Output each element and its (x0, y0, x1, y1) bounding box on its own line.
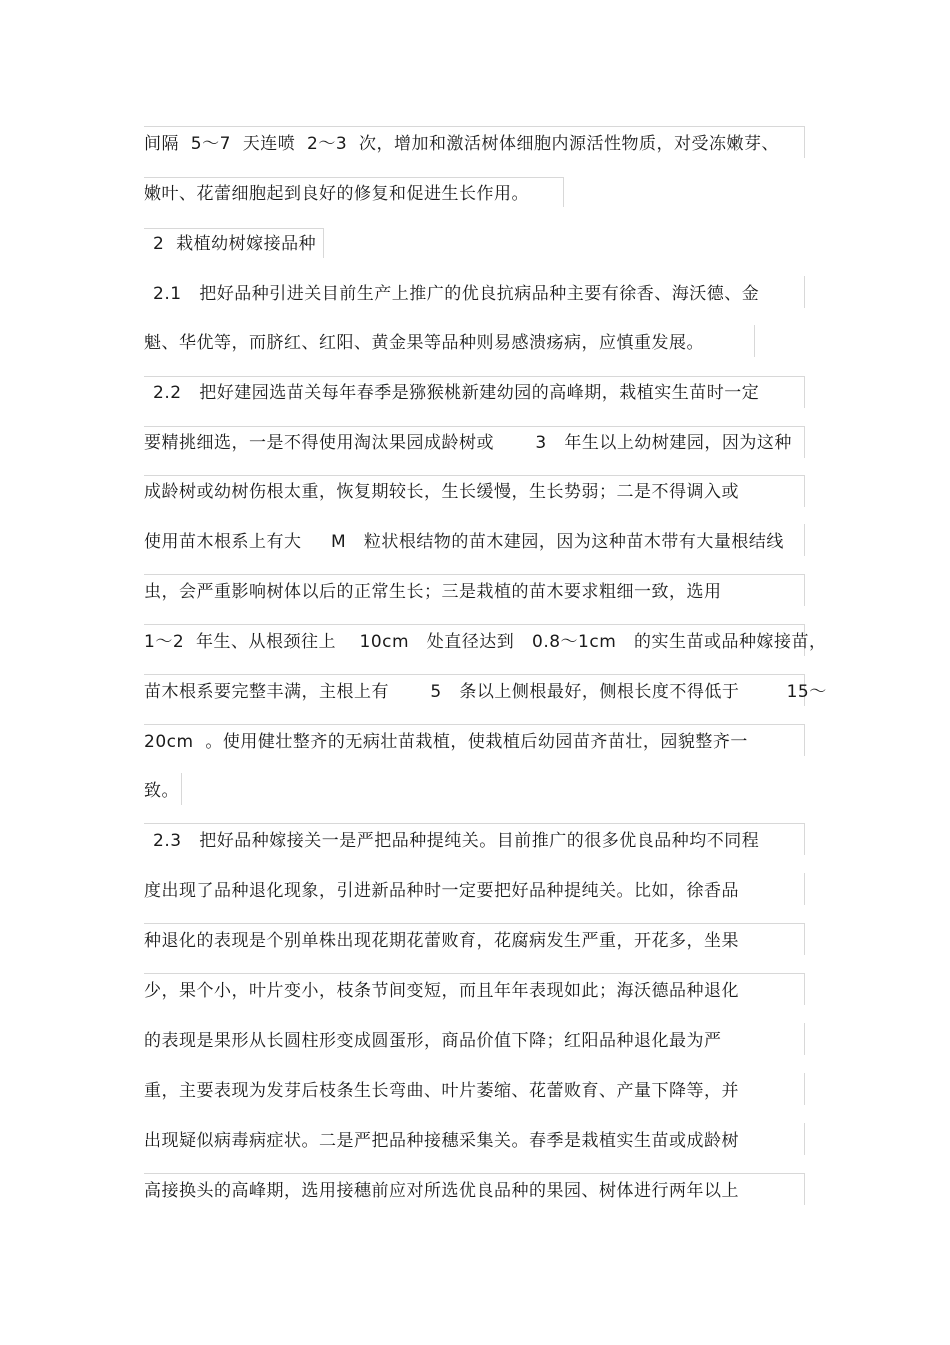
table-rule (144, 624, 805, 625)
table-rule (144, 475, 805, 476)
table-rule (804, 276, 805, 308)
table-rule (804, 574, 805, 606)
table-rule (563, 177, 564, 207)
table-rule (804, 873, 805, 905)
section-heading: 2 栽植幼树嫁接品种 (153, 234, 317, 254)
text-line: 度出现了品种退化现象，引进新品种时一定要把好品种提纯关。比如，徐香品 (144, 881, 739, 901)
text-line: 的表现是果形从长圆柱形变成圆蛋形，商品价值下降；红阳品种退化最为严 (144, 1031, 722, 1051)
text-line: 2.1 把好品种引进关目前生产上推广的优良抗病品种主要有徐香、海沃德、金 (153, 284, 760, 304)
text-line: 种退化的表现是个别单株出现花期花蕾败育，花腐病发生严重，开花多，坐果 (144, 931, 739, 951)
table-rule (804, 923, 805, 955)
table-rule (804, 823, 805, 855)
table-rule (804, 1123, 805, 1155)
table-rule (804, 426, 805, 458)
table-rule (144, 923, 805, 924)
text-line: 2.2 把好建园选苗关每年春季是猕猴桃新建幼园的高峰期，栽植实生苗时一定 (153, 383, 760, 403)
text-line: 少，果个小，叶片变小，枝条节间变短，而且年年表现如此；海沃德品种退化 (144, 981, 739, 1001)
table-rule (144, 1173, 805, 1174)
text-line: 虫，会严重影响树体以后的正常生长；三是栽植的苗木要求粗细一致，选用 (144, 582, 722, 602)
text-line: 要精挑细选，一是不得使用淘汰果园成龄树或 3 年生以上幼树建园，因为这种 (144, 433, 792, 453)
table-rule (144, 823, 805, 824)
table-rule (804, 1073, 805, 1105)
table-rule (144, 228, 324, 229)
text-line: 20cm 。使用健壮整齐的无病壮苗栽植，使栽植后幼园苗齐苗壮，园貌整齐一 (144, 732, 748, 752)
table-rule (144, 376, 805, 377)
text-line: 1～2 年生、从根颈往上 10cm 处直径达到 0.8～1cm 的实生苗或品种嫁接苗， (144, 632, 827, 652)
table-rule (323, 228, 324, 258)
table-rule (804, 1173, 805, 1205)
table-rule (804, 973, 805, 1005)
text-line: 间隔 5～7 天连喷 2～3 次，增加和激活树体细胞内源活性物质，对受冻嫩芽、 (144, 134, 779, 154)
table-rule (144, 177, 564, 178)
text-line: 魁、华优等，而脐红、红阳、黄金果等品种则易感溃疡病，应慎重发展。 (144, 333, 704, 353)
text-line: 致。 (144, 781, 179, 801)
table-rule (144, 126, 805, 127)
text-line: 苗木根系要完整丰满，主根上有 5 条以上侧根最好，侧根长度不得低于 15～ (144, 682, 827, 702)
text-line: 使用苗木根系上有大 M 粒状根结物的苗木建园，因为这种苗木带有大量根结线 (144, 532, 784, 552)
text-line: 高接换头的高峰期，选用接穗前应对所选优良品种的果园、树体进行两年以上 (144, 1181, 739, 1201)
table-rule (144, 674, 805, 675)
table-rule (144, 973, 805, 974)
text-line: 嫩叶、花蕾细胞起到良好的修复和促进生长作用。 (144, 184, 529, 204)
table-rule (804, 376, 805, 408)
table-rule (181, 773, 182, 805)
table-rule (804, 1023, 805, 1055)
text-line: 2.3 把好品种嫁接关一是严把品种提纯关。目前推广的很多优良品种均不同程 (153, 831, 760, 851)
table-rule (804, 126, 805, 158)
table-rule (144, 724, 805, 725)
table-rule (754, 325, 755, 357)
text-line: 重，主要表现为发芽后枝条生长弯曲、叶片萎缩、花蕾败育、产量下降等，并 (144, 1081, 739, 1101)
table-rule (804, 475, 805, 507)
table-rule (144, 574, 805, 575)
text-line: 出现疑似病毒病症状。二是严把品种接穗采集关。春季是栽植实生苗或成龄树 (144, 1131, 739, 1151)
table-rule (144, 426, 805, 427)
table-rule (804, 524, 805, 556)
table-rule (804, 724, 805, 756)
text-line: 成龄树或幼树伤根太重，恢复期较长，生长缓慢，生长势弱；二是不得调入或 (144, 482, 739, 502)
